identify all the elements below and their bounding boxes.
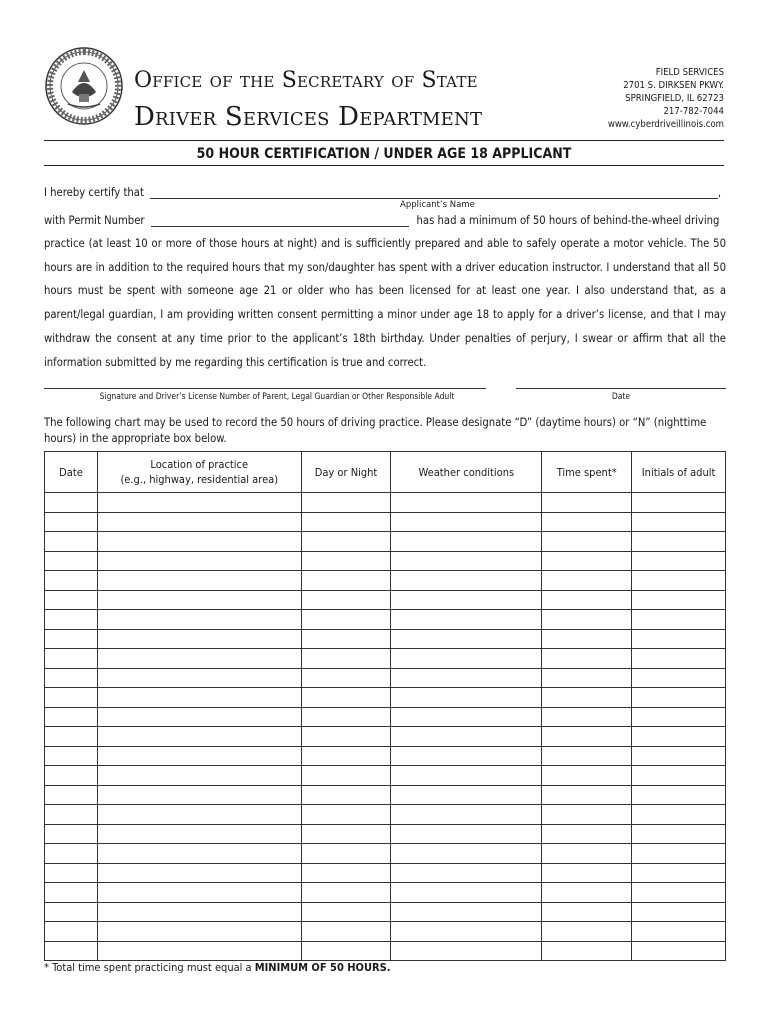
cell-time-spent[interactable] [542,571,632,591]
cell-initials[interactable] [632,727,726,747]
cell-day-or-night[interactable] [301,844,391,864]
cell-location[interactable] [97,746,301,766]
date-caption: Date [611,392,631,402]
cell-initials[interactable] [632,883,726,903]
cell-location[interactable] [97,922,301,942]
table-row [45,551,726,571]
cell-initials[interactable] [632,766,726,786]
cell-day-or-night[interactable] [301,571,391,591]
header-weather: Weather conditions [391,452,542,493]
cell-day-or-night[interactable] [301,610,391,630]
cell-weather[interactable] [391,688,542,708]
cell-initials[interactable] [632,785,726,805]
footnote [44,961,391,974]
cell-day-or-night[interactable] [301,902,391,922]
cell-day-or-night[interactable] [301,512,391,532]
table-header-row [45,452,726,493]
date-field[interactable] [516,388,726,389]
cell-date[interactable] [45,941,98,961]
cell-location[interactable] [97,590,301,610]
cell-weather[interactable] [391,571,542,591]
cell-initials[interactable] [632,610,726,630]
cell-location[interactable] [97,688,301,708]
cell-date[interactable] [45,766,98,786]
cell-initials[interactable] [632,863,726,883]
cell-time-spent[interactable] [542,493,632,513]
table-body [45,493,726,961]
cell-day-or-night[interactable] [301,590,391,610]
cell-day-or-night[interactable] [301,707,391,727]
table-row [45,883,726,903]
cell-location[interactable] [97,844,301,864]
illinois-state-seal-icon [44,46,124,126]
cell-time-spent[interactable] [542,590,632,610]
cell-initials[interactable] [632,844,726,864]
cell-time-spent[interactable] [542,785,632,805]
cell-location[interactable] [97,668,301,688]
cell-date[interactable] [45,863,98,883]
table-row [45,590,726,610]
address-line-2: 2701 S. DIRKSEN PKWY. [623,80,724,91]
cell-initials[interactable] [632,688,726,708]
cell-time-spent[interactable] [542,746,632,766]
applicant-line [44,186,724,199]
permit-prefix: with Permit Number [44,214,145,227]
cell-weather[interactable] [391,727,542,747]
cell-location[interactable] [97,805,301,825]
cell-weather[interactable] [391,922,542,942]
cell-location[interactable] [97,785,301,805]
cell-date[interactable] [45,746,98,766]
cell-day-or-night[interactable] [301,805,391,825]
cell-time-spent[interactable] [542,668,632,688]
cell-location[interactable] [97,766,301,786]
table-row [45,844,726,864]
cell-day-or-night[interactable] [301,688,391,708]
table-row [45,532,726,552]
cell-date[interactable] [45,610,98,630]
cell-time-spent[interactable] [542,805,632,825]
cell-date[interactable] [45,590,98,610]
cell-weather[interactable] [391,746,542,766]
cell-weather[interactable] [391,590,542,610]
cell-day-or-night[interactable] [301,493,391,513]
cell-time-spent[interactable] [542,863,632,883]
table-row [45,571,726,591]
cell-weather[interactable] [391,532,542,552]
cell-weather[interactable] [391,941,542,961]
cell-weather[interactable] [391,844,542,864]
cell-location[interactable] [97,571,301,591]
chart-instructions: The following chart may be used to record the 50 hours of driving practice. Please designate “D” (daytime hours) or “N” (nighttime hours) in the appropriate box below. [44,416,707,445]
table-row [45,766,726,786]
table-row [45,941,726,961]
cell-day-or-night[interactable] [301,883,391,903]
cell-day-or-night[interactable] [301,766,391,786]
signature-caption: Signature and Driver’s License Number of Parent, Legal Guardian or Other Responsible Adult [99,392,455,402]
cell-location[interactable] [97,941,301,961]
cell-time-spent[interactable] [542,883,632,903]
cell-initials[interactable] [632,805,726,825]
table-row [45,707,726,727]
cell-weather[interactable] [391,902,542,922]
header-location: Location of practice (e.g., highway, residential area) [97,452,301,493]
cell-time-spent[interactable] [542,629,632,649]
table-row [45,785,726,805]
cell-location[interactable] [97,532,301,552]
cell-location[interactable] [97,610,301,630]
cell-day-or-night[interactable] [301,785,391,805]
table-row [45,727,726,747]
address-line-1: FIELD SERVICES [655,67,724,78]
certify-prefix: I hereby certify that [44,186,144,199]
applicant-name-field[interactable] [150,187,718,199]
cell-initials[interactable] [632,493,726,513]
cell-initials[interactable] [632,649,726,669]
cell-day-or-night[interactable] [301,922,391,942]
website-link[interactable]: www.cyberdriveillinois.com [607,119,724,130]
cell-day-or-night[interactable] [301,727,391,747]
cell-weather[interactable] [391,824,542,844]
table-row [45,668,726,688]
footnote-emphasis: MINIMUM OF 50 HOURS. [254,961,391,974]
cell-date[interactable] [45,707,98,727]
cell-date[interactable] [45,629,98,649]
cell-location[interactable] [97,551,301,571]
cell-initials[interactable] [632,551,726,571]
cell-weather[interactable] [391,805,542,825]
cell-initials[interactable] [632,532,726,552]
cell-location[interactable] [97,649,301,669]
applicant-name-caption: Applicant’s Name [400,200,475,210]
title-rule-top [44,140,724,141]
cell-time-spent[interactable] [542,766,632,786]
certify-suffix: , [717,186,722,199]
header-initials: Initials of adult [632,452,726,493]
cell-date[interactable] [45,727,98,747]
table-row [45,902,726,922]
cell-initials[interactable] [632,941,726,961]
cell-date[interactable] [45,824,98,844]
cell-initials[interactable] [632,922,726,942]
table-row [45,805,726,825]
cell-location[interactable] [97,863,301,883]
cell-date[interactable] [45,532,98,552]
cell-initials[interactable] [632,668,726,688]
cell-initials[interactable] [632,590,726,610]
table-row [45,863,726,883]
address-block [608,66,724,131]
cell-location[interactable] [97,512,301,532]
cell-weather[interactable] [391,610,542,630]
table-row [45,493,726,513]
cell-date[interactable] [45,551,98,571]
cell-day-or-night[interactable] [301,668,391,688]
cell-weather[interactable] [391,668,542,688]
cell-weather[interactable] [391,551,542,571]
cell-date[interactable] [45,688,98,708]
cell-weather[interactable] [391,883,542,903]
cell-weather[interactable] [391,707,542,727]
cell-day-or-night[interactable] [301,824,391,844]
cell-time-spent[interactable] [542,649,632,669]
cell-date[interactable] [45,668,98,688]
permit-suffix: has had a minimum of 50 hours of behind-the-wheel driving [416,214,720,227]
phone-number: 217-782-7044 [663,106,724,117]
header-date: Date [45,452,98,493]
cell-time-spent[interactable] [542,707,632,727]
driving-log-table [44,451,726,961]
permit-number-field[interactable] [151,215,409,227]
cell-initials[interactable] [632,512,726,532]
table-row [45,824,726,844]
cell-location[interactable] [97,727,301,747]
table-row [45,922,726,942]
cell-weather[interactable] [391,766,542,786]
cell-date[interactable] [45,922,98,942]
cell-weather[interactable] [391,512,542,532]
cell-weather[interactable] [391,863,542,883]
cell-weather[interactable] [391,493,542,513]
table-row [45,746,726,766]
permit-line [44,214,724,227]
cell-time-spent[interactable] [542,941,632,961]
cell-location[interactable] [97,824,301,844]
cell-date[interactable] [45,785,98,805]
address-line-3: SPRINGFIELD, IL 62723 [625,93,724,104]
cell-date[interactable] [45,571,98,591]
cell-day-or-night[interactable] [301,629,391,649]
department-title: Driver Services Department [134,102,483,132]
cell-date[interactable] [45,493,98,513]
cell-time-spent[interactable] [542,512,632,532]
office-title: Office of the Secretary of State [134,68,478,93]
cell-day-or-night[interactable] [301,746,391,766]
cell-time-spent[interactable] [542,922,632,942]
table-row [45,649,726,669]
cell-time-spent[interactable] [542,824,632,844]
cell-date[interactable] [45,844,98,864]
cell-time-spent[interactable] [542,688,632,708]
header-time-spent: Time spent* [542,452,632,493]
cell-day-or-night[interactable] [301,863,391,883]
cell-time-spent[interactable] [542,551,632,571]
cell-initials[interactable] [632,746,726,766]
cell-time-spent[interactable] [542,727,632,747]
table-row [45,688,726,708]
cell-date[interactable] [45,883,98,903]
cell-date[interactable] [45,649,98,669]
cell-location[interactable] [97,493,301,513]
cell-initials[interactable] [632,824,726,844]
cell-date[interactable] [45,805,98,825]
cell-time-spent[interactable] [542,532,632,552]
cell-day-or-night[interactable] [301,532,391,552]
form-title: 50 HOUR CERTIFICATION / UNDER AGE 18 APPLICANT [196,146,572,162]
cell-initials[interactable] [632,571,726,591]
cell-day-or-night[interactable] [301,941,391,961]
table-row [45,610,726,630]
cell-initials[interactable] [632,902,726,922]
cell-date[interactable] [45,902,98,922]
cell-weather[interactable] [391,785,542,805]
table-row [45,512,726,532]
cell-day-or-night[interactable] [301,551,391,571]
cell-time-spent[interactable] [542,844,632,864]
cell-location[interactable] [97,902,301,922]
certification-paragraph: practice (at least 10 or more of those hours at night) and is sufficiently prepared and able to safely operate a motor vehicle. The 50 hours are in addition to the required hours that my son/daughter has spent with a driver education instructor. I understand that all 50 hours must be spent with someone age 21 or older who has been licensed for at least one year. I also understand that, as a parent/legal guardian, I am providing written consent permitting a minor under age 18 to apply for a driver’s license, and that I may withdraw the consent at any time prior to the applicant’s 18th birthday. Under penalties of perjury, I swear or affirm that all the information submitted by me regarding this certification is true and correct. [44,237,726,369]
cell-time-spent[interactable] [542,610,632,630]
signature-field[interactable] [44,388,486,389]
footnote-text: * Total time spent practicing must equal a [44,961,252,974]
table-row [45,629,726,649]
cell-location[interactable] [97,883,301,903]
cell-initials[interactable] [632,707,726,727]
cell-time-spent[interactable] [542,902,632,922]
cell-initials[interactable] [632,629,726,649]
header-day-or-night: Day or Night [301,452,391,493]
cell-day-or-night[interactable] [301,649,391,669]
cell-weather[interactable] [391,649,542,669]
cell-date[interactable] [45,512,98,532]
title-rule-bottom [44,165,724,166]
cell-location[interactable] [97,707,301,727]
cell-weather[interactable] [391,629,542,649]
cell-location[interactable] [97,629,301,649]
